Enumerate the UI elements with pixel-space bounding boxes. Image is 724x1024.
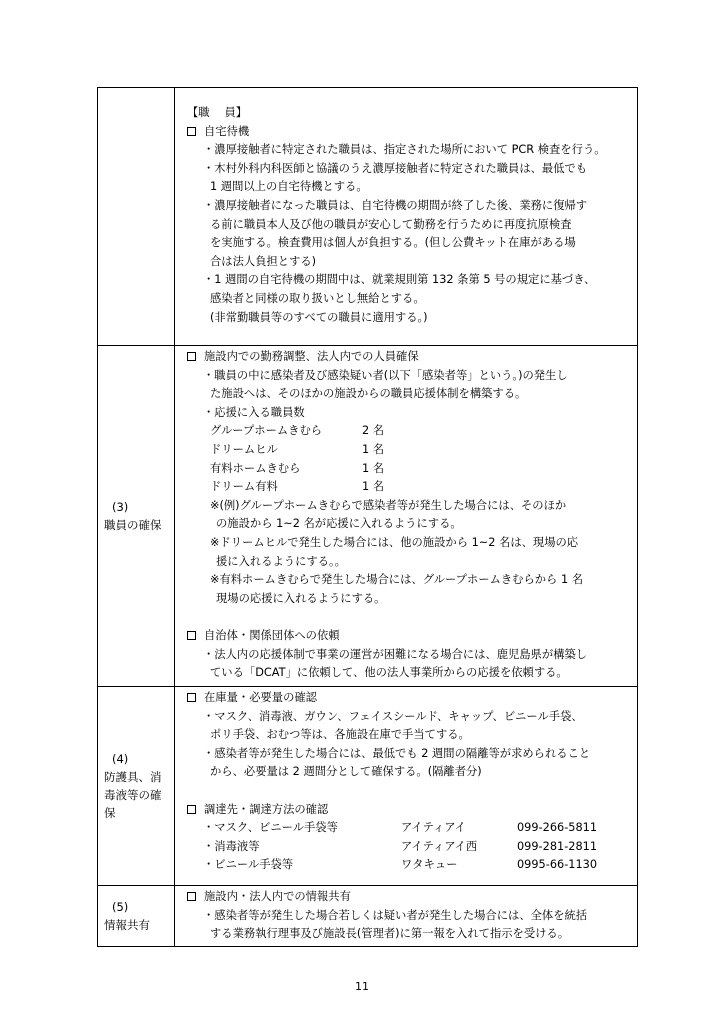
supplier-row bbox=[187, 856, 633, 875]
staff-row bbox=[187, 460, 633, 479]
text-line: た施設へは、そのほかの施設からの職員応援体制を構築する。 bbox=[210, 387, 527, 401]
text-line: から、必要量は 2 週間分として確保する。(隔離者分) bbox=[210, 765, 482, 779]
vendor-phone: 0995-66-1130 bbox=[517, 858, 598, 872]
vendor-name: ワタキュー bbox=[401, 858, 458, 872]
note-line: 援に入れるようにする。。 bbox=[216, 554, 346, 568]
vendor-phone: 099-266-5811 bbox=[517, 821, 598, 835]
section-header: 【職 員】 bbox=[187, 106, 248, 119]
staff-row bbox=[187, 422, 633, 441]
text-line: ・応援に入る職員数 bbox=[203, 405, 305, 419]
text-line: る前に職員本人及び他の職員が安心して勤務を行うために再度抗原検査 bbox=[210, 217, 572, 231]
text-line: ・職員の中に感染者及び感染疑い者(以下「感染者等」という。)の発生し bbox=[203, 368, 568, 382]
row-content bbox=[175, 687, 638, 886]
text-line: ・マスク、消毒液、ガウン、フェイスシールド、キャップ、ビニール手袋、 bbox=[203, 709, 583, 723]
staff-row bbox=[187, 441, 633, 460]
facility-name: ドリームヒル bbox=[210, 442, 278, 456]
section-title: 在庫量・必要量の確認 bbox=[204, 691, 317, 704]
note-line: 現場の応援に入れるようにする。 bbox=[216, 591, 386, 605]
vendor-name: アイティアイ西 bbox=[401, 839, 478, 853]
text-line: ・1 週間の自宅待機の期間中は、就業規則第 132 条第 5 号の規定に基づき、 bbox=[203, 273, 596, 287]
table-row-staff-home-wait bbox=[98, 88, 638, 346]
text-line: ・感染者等が発生した場合若しくは疑い者が発生した場合には、全体を統括 bbox=[203, 908, 588, 922]
checkbox-icon bbox=[187, 892, 196, 901]
checkbox-icon bbox=[187, 352, 196, 361]
text-line: ・濃厚接触者になった職員は、自宅待機の期間が終了した後、業務に復帰す bbox=[203, 198, 588, 212]
row-label-text: 毒液等の確 bbox=[104, 788, 162, 802]
row-label-text: 保 bbox=[104, 806, 116, 820]
facility-name: グループホームきむら bbox=[210, 424, 323, 438]
staff-count: 2 名 bbox=[362, 424, 385, 438]
text-line: ・木村外科内科医師と協議のうえ濃厚接触者に特定された職員は、最低でも bbox=[203, 161, 588, 175]
row-label-text: 情報共有 bbox=[104, 918, 150, 932]
note-line: の施設から 1~2 名が応援に入れるようにする。 bbox=[216, 517, 462, 531]
staff-count: 1 名 bbox=[362, 480, 385, 494]
table-row-ppe-securing bbox=[98, 687, 638, 886]
row-label-number: (4) bbox=[112, 752, 129, 766]
text-line: (非常勤職員等のすべての職員に適用する。) bbox=[210, 310, 428, 324]
row-content bbox=[175, 88, 638, 346]
text-line: を実施する。検査費用は個人が負担する。(但し公費キット在庫がある場 bbox=[210, 236, 576, 250]
text-line: ポリ手袋、おむつ等は、各施設在庫で手当てする。 bbox=[210, 728, 470, 742]
staff-row bbox=[187, 478, 633, 497]
checkbox-icon bbox=[187, 693, 196, 702]
checkbox-icon bbox=[187, 805, 196, 814]
note-line: ※ドリームヒルで発生した場合には、他の施設から 1~2 名は、現場の応 bbox=[210, 535, 579, 549]
facility-name: 有料ホームきむら bbox=[210, 461, 301, 475]
facility-name: ドリーム有料 bbox=[210, 480, 278, 494]
vendor-name: アイティアイ bbox=[401, 821, 466, 835]
text-line: ・感染者等が発生した場合には、最低でも 2 週間の隔離等が求められること bbox=[203, 746, 591, 760]
checkbox-icon bbox=[187, 631, 196, 640]
supply-item: ・消毒液等 bbox=[203, 839, 260, 853]
supplier-row bbox=[187, 819, 633, 838]
table-row-staff-securing bbox=[98, 346, 638, 687]
row-content bbox=[175, 886, 638, 947]
table-row-info-sharing bbox=[98, 886, 638, 947]
text-line: 1 週間以上の自宅待機とする。 bbox=[210, 180, 368, 194]
note-line: ※有料ホームきむらで発生した場合には、グループホームきむらから 1 名 bbox=[210, 573, 584, 587]
supplier-row bbox=[187, 838, 633, 857]
vendor-phone: 099-281-2811 bbox=[517, 839, 598, 853]
row-content bbox=[175, 346, 638, 687]
supply-item: ・ビニール手袋等 bbox=[203, 858, 294, 872]
section-title: 自宅待機 bbox=[204, 124, 250, 138]
row-label-text: 職員の確保 bbox=[104, 518, 162, 532]
text-line: ている「DCAT」に依頼して、他の法人事業所からの応援を依頼する。 bbox=[210, 666, 568, 680]
section-title: 自治体・関係団体への依頼 bbox=[204, 628, 340, 642]
section-title: 施設内・法人内での情報共有 bbox=[204, 890, 351, 903]
text-line: 合は法人負担とする) bbox=[210, 254, 317, 268]
row-label-number: (5) bbox=[112, 900, 129, 914]
staff-count: 1 名 bbox=[362, 442, 385, 456]
row-label-empty bbox=[98, 88, 175, 346]
checkbox-icon bbox=[187, 127, 196, 136]
plan-table bbox=[97, 87, 638, 947]
note-line: ※(例)グループホームきむらで感染者等が発生した場合には、そのほか bbox=[210, 498, 567, 512]
row-label-text: 防護具、消 bbox=[104, 770, 162, 784]
row-label bbox=[98, 687, 175, 886]
row-label bbox=[98, 346, 175, 687]
section-title: 調達先・調達方法の確認 bbox=[204, 802, 329, 816]
page-number: 11 bbox=[355, 980, 369, 993]
section-title: 施設内での勤務調整、法人内での人員確保 bbox=[204, 350, 419, 363]
text-line: ・濃厚接触者に特定された職員は、指定された場所において PCR 検査を行う。 bbox=[203, 143, 606, 157]
text-line: ・法人内の応援体制で事業の運営が困難になる場合には、鹿児島県が構築し bbox=[203, 647, 588, 661]
row-label bbox=[98, 886, 175, 947]
supply-item: ・マスク、ビニール手袋等 bbox=[203, 821, 338, 835]
staff-count: 1 名 bbox=[362, 461, 385, 475]
row-label-number: (3) bbox=[112, 500, 129, 514]
text-line: する業務執行理事及び施設長(管理者)に第一報を入れて指示を受ける。 bbox=[210, 927, 570, 941]
text-line: 感染者と同様の取り扱いとし無給とする。 bbox=[210, 291, 425, 305]
